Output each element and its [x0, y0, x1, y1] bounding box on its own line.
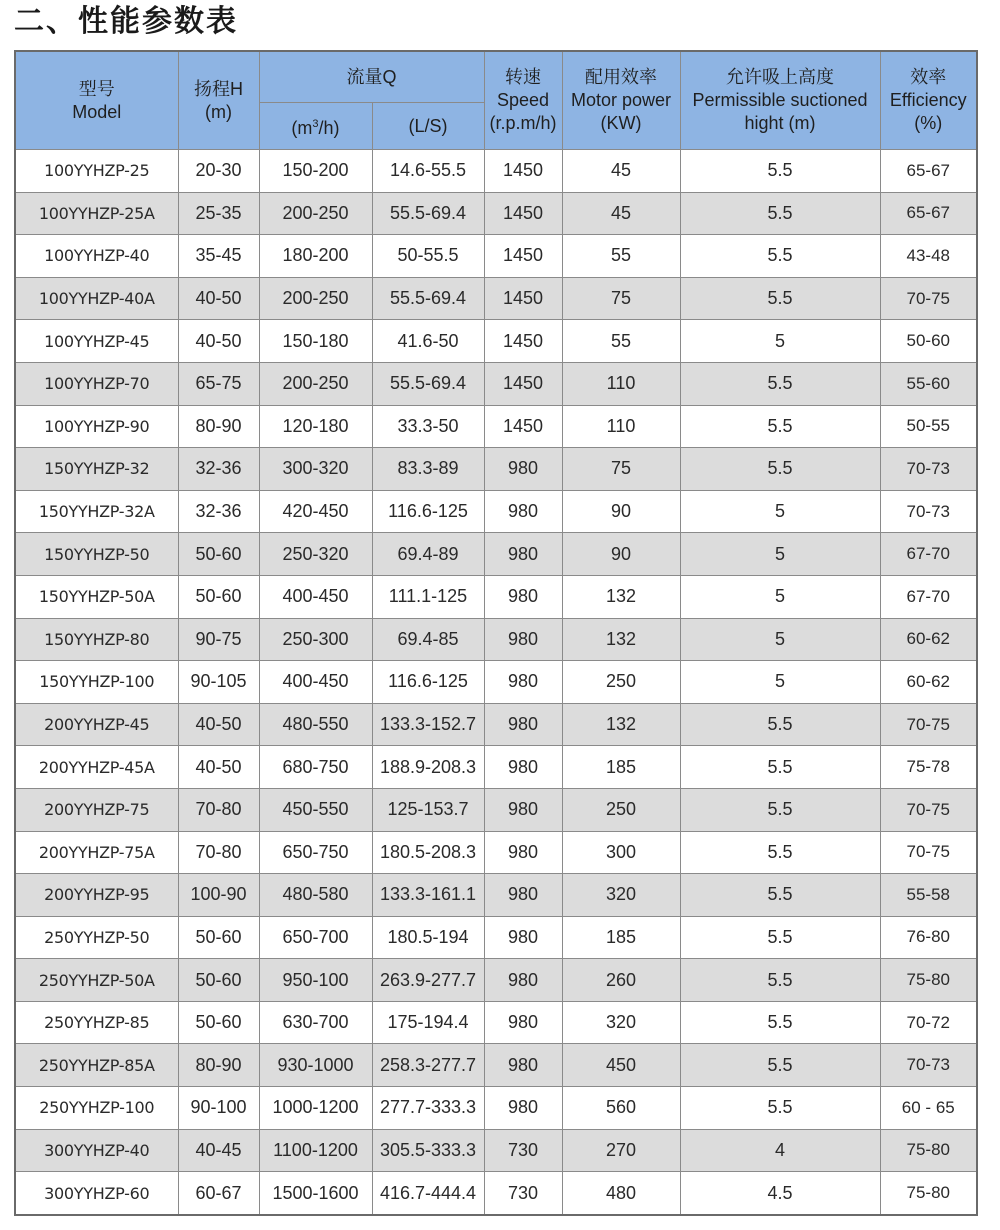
cell-flow-ls: 55.5-69.4: [372, 362, 484, 405]
cell-flow-ls: 41.6-50: [372, 320, 484, 363]
cell-efficiency: 55-60: [880, 362, 977, 405]
col-header-flow-ls: (L/S): [372, 103, 484, 150]
cell-power: 132: [562, 575, 680, 618]
table-row: [15, 235, 977, 278]
cell-efficiency: 75-80: [880, 1172, 977, 1215]
cell-head: 20-30: [178, 150, 259, 193]
cell-flow-m3h: 930-1000: [259, 1044, 372, 1087]
cell-speed: 980: [484, 1087, 562, 1130]
cell-speed: 730: [484, 1172, 562, 1215]
cell-power: 185: [562, 746, 680, 789]
col-header-flow: 流量Q: [259, 51, 484, 103]
cell-suction: 5.5: [680, 1044, 880, 1087]
cell-speed: 980: [484, 916, 562, 959]
cell-flow-m3h: 200-250: [259, 192, 372, 235]
cell-efficiency: 70-73: [880, 490, 977, 533]
cell-flow-ls: 111.1-125: [372, 575, 484, 618]
cell-model: 150YYHZP-80: [15, 618, 178, 661]
table-row: [15, 1129, 977, 1172]
cell-speed: 1450: [484, 320, 562, 363]
cell-model: 150YYHZP-50A: [15, 575, 178, 618]
cell-suction: 5: [680, 490, 880, 533]
cell-efficiency: 50-55: [880, 405, 977, 448]
cell-suction: 5: [680, 320, 880, 363]
cell-power: 55: [562, 320, 680, 363]
cell-power: 450: [562, 1044, 680, 1087]
cell-flow-m3h: 300-320: [259, 448, 372, 491]
cell-suction: 5: [680, 661, 880, 704]
cell-efficiency: 60 - 65: [880, 1087, 977, 1130]
cell-flow-ls: 125-153.7: [372, 788, 484, 831]
cell-speed: 1450: [484, 362, 562, 405]
table-row: [15, 959, 977, 1002]
cell-suction: 5.5: [680, 703, 880, 746]
cell-model: 250YYHZP-100: [15, 1087, 178, 1130]
cell-suction: 5.5: [680, 831, 880, 874]
cell-efficiency: 75-78: [880, 746, 977, 789]
cell-power: 250: [562, 661, 680, 704]
cell-speed: 980: [484, 746, 562, 789]
cell-efficiency: 60-62: [880, 618, 977, 661]
cell-efficiency: 70-75: [880, 277, 977, 320]
cell-power: 75: [562, 448, 680, 491]
table-row: [15, 661, 977, 704]
cell-model: 250YYHZP-85A: [15, 1044, 178, 1087]
cell-flow-m3h: 650-700: [259, 916, 372, 959]
cell-head: 50-60: [178, 916, 259, 959]
cell-model: 100YYHZP-70: [15, 362, 178, 405]
cell-head: 40-50: [178, 320, 259, 363]
cell-flow-ls: 55.5-69.4: [372, 277, 484, 320]
cell-flow-m3h: 200-250: [259, 362, 372, 405]
cell-flow-ls: 50-55.5: [372, 235, 484, 278]
cell-flow-m3h: 420-450: [259, 490, 372, 533]
cell-speed: 980: [484, 1044, 562, 1087]
cell-head: 65-75: [178, 362, 259, 405]
cell-power: 90: [562, 533, 680, 576]
cell-power: 45: [562, 150, 680, 193]
cell-suction: 5: [680, 575, 880, 618]
cell-suction: 4: [680, 1129, 880, 1172]
cell-speed: 980: [484, 533, 562, 576]
cell-speed: 1450: [484, 277, 562, 320]
cell-head: 35-45: [178, 235, 259, 278]
cell-model: 200YYHZP-75A: [15, 831, 178, 874]
cell-flow-m3h: 200-250: [259, 277, 372, 320]
table-row: [15, 320, 977, 363]
cell-efficiency: 67-70: [880, 575, 977, 618]
cell-speed: 1450: [484, 192, 562, 235]
cell-flow-ls: 14.6-55.5: [372, 150, 484, 193]
cell-power: 132: [562, 703, 680, 746]
cell-suction: 5.5: [680, 277, 880, 320]
table-row: [15, 831, 977, 874]
cell-flow-ls: 188.9-208.3: [372, 746, 484, 789]
cell-flow-m3h: 1500-1600: [259, 1172, 372, 1215]
cell-efficiency: 76-80: [880, 916, 977, 959]
cell-head: 50-60: [178, 533, 259, 576]
cell-speed: 980: [484, 575, 562, 618]
col-header-efficiency: 效率 Efficiency (%): [880, 51, 977, 150]
table-row: [15, 1087, 977, 1130]
table-row: [15, 448, 977, 491]
cell-power: 110: [562, 405, 680, 448]
cell-efficiency: 75-80: [880, 959, 977, 1002]
cell-model: 250YYHZP-50: [15, 916, 178, 959]
cell-suction: 4.5: [680, 1172, 880, 1215]
cell-model: 300YYHZP-40: [15, 1129, 178, 1172]
table-row: [15, 362, 977, 405]
cell-power: 75: [562, 277, 680, 320]
cell-head: 90-75: [178, 618, 259, 661]
cell-flow-ls: 33.3-50: [372, 405, 484, 448]
cell-suction: 5: [680, 533, 880, 576]
table-row: [15, 490, 977, 533]
cell-model: 200YYHZP-45: [15, 703, 178, 746]
page-title: 二、性能参数表: [14, 4, 238, 39]
cell-flow-ls: 116.6-125: [372, 661, 484, 704]
cell-flow-m3h: 150-200: [259, 150, 372, 193]
cell-efficiency: 65-67: [880, 192, 977, 235]
cell-model: 300YYHZP-60: [15, 1172, 178, 1215]
cell-flow-ls: 258.3-277.7: [372, 1044, 484, 1087]
cell-suction: 5.5: [680, 150, 880, 193]
cell-speed: 980: [484, 831, 562, 874]
cell-head: 50-60: [178, 959, 259, 1002]
cell-flow-ls: 416.7-444.4: [372, 1172, 484, 1215]
cell-speed: 980: [484, 661, 562, 704]
cell-flow-m3h: 480-550: [259, 703, 372, 746]
table-row: [15, 1001, 977, 1044]
cell-speed: 980: [484, 874, 562, 917]
cell-speed: 730: [484, 1129, 562, 1172]
cell-model: 100YYHZP-40A: [15, 277, 178, 320]
cell-flow-ls: 83.3-89: [372, 448, 484, 491]
table-row: [15, 277, 977, 320]
cell-suction: 5.5: [680, 192, 880, 235]
cell-efficiency: 70-75: [880, 831, 977, 874]
cell-head: 100-90: [178, 874, 259, 917]
cell-head: 32-36: [178, 490, 259, 533]
table-row: [15, 1044, 977, 1087]
cell-model: 200YYHZP-95: [15, 874, 178, 917]
table-row: [15, 788, 977, 831]
cell-speed: 1450: [484, 235, 562, 278]
col-header-flow-m3h: $(m^3/h)$: [259, 103, 372, 150]
cell-head: 60-67: [178, 1172, 259, 1215]
cell-power: 132: [562, 618, 680, 661]
cell-power: 300: [562, 831, 680, 874]
performance-table: [14, 50, 978, 1216]
col-header-speed: 转速 Speed (r.p.m/h): [484, 51, 562, 150]
cell-efficiency: 67-70: [880, 533, 977, 576]
cell-model: 100YYHZP-25A: [15, 192, 178, 235]
cell-model: 100YYHZP-25: [15, 150, 178, 193]
cell-efficiency: 43-48: [880, 235, 977, 278]
cell-head: 80-90: [178, 1044, 259, 1087]
cell-efficiency: 60-62: [880, 661, 977, 704]
cell-head: 80-90: [178, 405, 259, 448]
cell-head: 70-80: [178, 788, 259, 831]
cell-suction: 5.5: [680, 959, 880, 1002]
cell-flow-ls: 116.6-125: [372, 490, 484, 533]
cell-flow-ls: 180.5-208.3: [372, 831, 484, 874]
cell-flow-m3h: 450-550: [259, 788, 372, 831]
cell-flow-m3h: 150-180: [259, 320, 372, 363]
table-row: [15, 916, 977, 959]
cell-head: 50-60: [178, 575, 259, 618]
cell-power: 320: [562, 1001, 680, 1044]
cell-suction: 5.5: [680, 405, 880, 448]
cell-flow-m3h: 950-100: [259, 959, 372, 1002]
cell-speed: 980: [484, 448, 562, 491]
cell-suction: 5.5: [680, 874, 880, 917]
table-row: [15, 618, 977, 661]
cell-flow-m3h: 650-750: [259, 831, 372, 874]
cell-suction: 5.5: [680, 362, 880, 405]
cell-flow-ls: 69.4-85: [372, 618, 484, 661]
cell-model: 100YYHZP-90: [15, 405, 178, 448]
table-row: [15, 192, 977, 235]
cell-efficiency: 70-75: [880, 703, 977, 746]
cell-flow-m3h: 250-300: [259, 618, 372, 661]
table-row: [15, 874, 977, 917]
cell-flow-ls: 175-194.4: [372, 1001, 484, 1044]
cell-flow-m3h: 1000-1200: [259, 1087, 372, 1130]
col-header-suction: 允许吸上高度 Permissible suctioned hight (m): [680, 51, 880, 150]
cell-model: 150YYHZP-100: [15, 661, 178, 704]
cell-model: 150YYHZP-32: [15, 448, 178, 491]
cell-flow-m3h: 400-450: [259, 575, 372, 618]
cell-model: 150YYHZP-50: [15, 533, 178, 576]
cell-suction: 5.5: [680, 1087, 880, 1130]
table-row: [15, 150, 977, 193]
col-header-power: 配用效率 Motor power (KW): [562, 51, 680, 150]
cell-power: 270: [562, 1129, 680, 1172]
table-body: [15, 150, 977, 1215]
cell-head: 40-50: [178, 703, 259, 746]
cell-speed: 1450: [484, 405, 562, 448]
cell-model: 200YYHZP-45A: [15, 746, 178, 789]
cell-suction: 5.5: [680, 746, 880, 789]
cell-model: 250YYHZP-50A: [15, 959, 178, 1002]
cell-flow-ls: 69.4-89: [372, 533, 484, 576]
cell-efficiency: 70-72: [880, 1001, 977, 1044]
cell-head: 90-100: [178, 1087, 259, 1130]
cell-power: 560: [562, 1087, 680, 1130]
cell-power: 320: [562, 874, 680, 917]
cell-power: 480: [562, 1172, 680, 1215]
cell-model: 100YYHZP-40: [15, 235, 178, 278]
cell-efficiency: 55-58: [880, 874, 977, 917]
table-row: [15, 533, 977, 576]
cell-flow-m3h: 480-580: [259, 874, 372, 917]
cell-efficiency: 75-80: [880, 1129, 977, 1172]
cell-flow-m3h: 1100-1200: [259, 1129, 372, 1172]
cell-head: 40-45: [178, 1129, 259, 1172]
cell-flow-m3h: 630-700: [259, 1001, 372, 1044]
cell-power: 260: [562, 959, 680, 1002]
cell-model: 200YYHZP-75: [15, 788, 178, 831]
cell-efficiency: 70-75: [880, 788, 977, 831]
cell-head: 50-60: [178, 1001, 259, 1044]
cell-speed: 980: [484, 618, 562, 661]
table-row: [15, 1172, 977, 1215]
cell-suction: 5.5: [680, 448, 880, 491]
cell-head: 25-35: [178, 192, 259, 235]
cell-model: 250YYHZP-85: [15, 1001, 178, 1044]
table-header: [15, 51, 977, 150]
cell-power: 110: [562, 362, 680, 405]
cell-head: 40-50: [178, 277, 259, 320]
cell-flow-ls: 55.5-69.4: [372, 192, 484, 235]
cell-flow-ls: 263.9-277.7: [372, 959, 484, 1002]
cell-flow-ls: 305.5-333.3: [372, 1129, 484, 1172]
cell-flow-m3h: 250-320: [259, 533, 372, 576]
col-header-head: 扬程H (m): [178, 51, 259, 150]
cell-speed: 980: [484, 959, 562, 1002]
cell-suction: 5.5: [680, 788, 880, 831]
cell-suction: 5.5: [680, 916, 880, 959]
cell-speed: 980: [484, 703, 562, 746]
cell-power: 55: [562, 235, 680, 278]
cell-flow-m3h: 120-180: [259, 405, 372, 448]
cell-efficiency: 70-73: [880, 448, 977, 491]
cell-head: 90-105: [178, 661, 259, 704]
cell-model: 150YYHZP-32A: [15, 490, 178, 533]
table-row: [15, 746, 977, 789]
table-row: [15, 703, 977, 746]
cell-power: 45: [562, 192, 680, 235]
cell-head: 32-36: [178, 448, 259, 491]
col-header-model: 型号 Model: [15, 51, 178, 150]
cell-efficiency: 65-67: [880, 150, 977, 193]
table-row: [15, 405, 977, 448]
cell-model: 100YYHZP-45: [15, 320, 178, 363]
cell-head: 40-50: [178, 746, 259, 789]
cell-power: 185: [562, 916, 680, 959]
cell-suction: 5: [680, 618, 880, 661]
cell-flow-ls: 133.3-152.7: [372, 703, 484, 746]
table-row: [15, 575, 977, 618]
cell-flow-ls: 133.3-161.1: [372, 874, 484, 917]
cell-flow-m3h: 680-750: [259, 746, 372, 789]
cell-suction: 5.5: [680, 1001, 880, 1044]
cell-speed: 980: [484, 1001, 562, 1044]
cell-flow-m3h: 180-200: [259, 235, 372, 278]
cell-suction: 5.5: [680, 235, 880, 278]
cell-power: 250: [562, 788, 680, 831]
cell-speed: 980: [484, 788, 562, 831]
cell-speed: 980: [484, 490, 562, 533]
cell-flow-m3h: 400-450: [259, 661, 372, 704]
cell-efficiency: 70-73: [880, 1044, 977, 1087]
cell-efficiency: 50-60: [880, 320, 977, 363]
cell-speed: 1450: [484, 150, 562, 193]
cell-flow-ls: 277.7-333.3: [372, 1087, 484, 1130]
cell-flow-ls: 180.5-194: [372, 916, 484, 959]
cell-power: 90: [562, 490, 680, 533]
cell-head: 70-80: [178, 831, 259, 874]
